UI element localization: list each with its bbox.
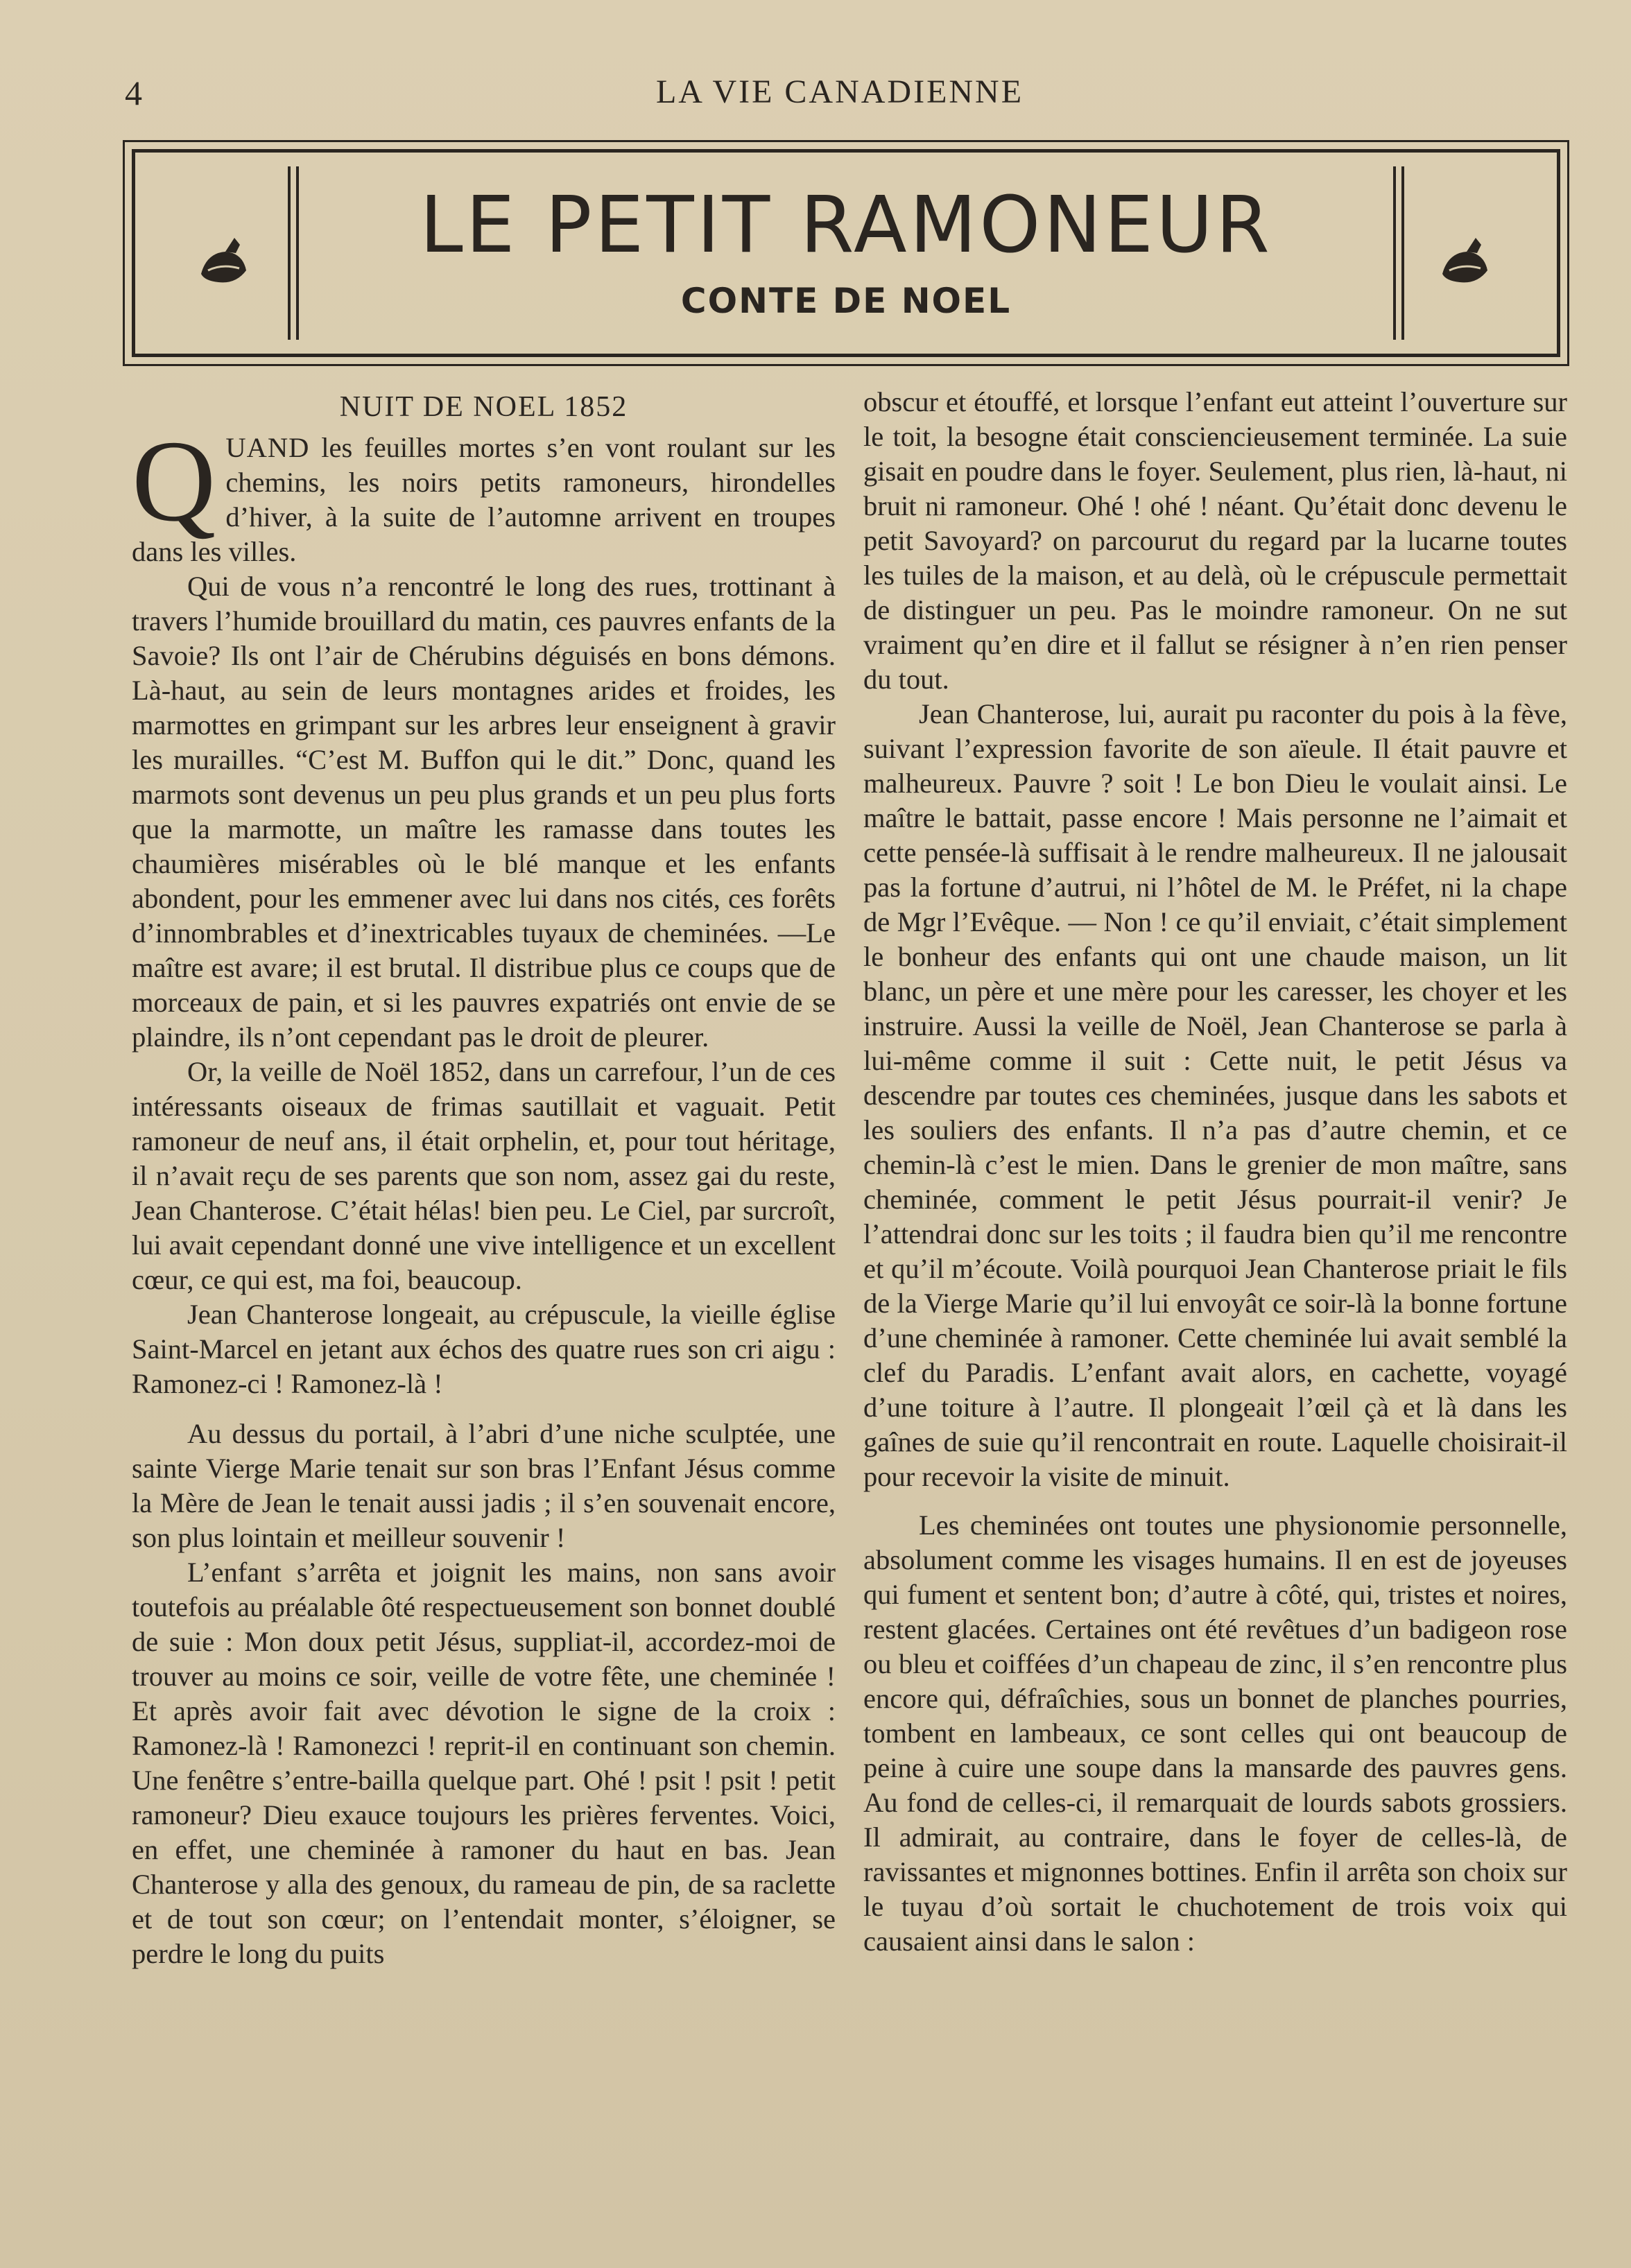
- running-header: [125, 73, 1555, 114]
- paragraph: obscur et étouffé, et lorsque l’enfant eut atteint l’ouverture sur le toit, la besogne était consciencieusement terminée. La suie gisait en poudre dans le foyer. Seulement, plus rien, là-haut, ni bruit ni ramoneur. Ohé ! ohé ! néant. Qu’était donc devenu le petit Savoyard? on parcourut du regard par la lucarne toutes les tuiles de la maison, et au delà, où le crépuscule permettait de distinguer un peu. Pas le moindre ramoneur. On ne sut vraiment qu’en dire et il fallut se résigner à n’en rien penser du tout.: [863, 386, 1567, 695]
- journal-title: LA VIE CANADIENNE: [655, 73, 1024, 110]
- paragraph: Les cheminées ont toutes une physionomie personnelle, absolument comme les visages humains. Il en est de joyeuses qui fument et sentent bon; d’autre à côté, qui, tristes et noires, restent glacées. Certaines ont été revêtues d’un badigeon rose ou bleu et coiffées d’un chapeau de zinc, il s’en rencontre plus encore qui, défraîchies, sous un bonnet de planches pourries, tombent en lambeaux, ce sont celles qui ont beaucoup de peine à cuire une soupe dans la mansarde des pauvres gens. Au fond de celles-ci, il remarquait de lourds sabots grossiers. Il admirait, au contraire, dans le foyer de celles-là, de ravissantes et mignonnes bottines. Enfin il arrêta son choix sur le tuyau d’où sortait le chuchotement de trois voix qui causaient ainsi dans le salon :: [863, 1509, 1567, 1957]
- paragraph: Jean Chanterose, lui, aurait pu raconter du pois à la fève, suivant l’expression favorite de son aïeule. Il était pauvre et malheureux. Pauvre ? soit ! Le bon Dieu le voulait ainsi. Le maître le battait, passe encore ! Mais personne ne l’aimait et cette pensée-là suffisait à le rendre malheureux. Il ne jalousait pas la fortune d’autrui, ni l’hôtel de M. le Préfet, ni la chape de Mgr l’Evêque. — Non ! ce qu’il enviait, c’était simplement le bonheur des enfants qui ont une chaude maison, un lit blanc, un père et une mère pour les caresser, les choyer et les instruire. Aussi la veille de Noël, Jean Chanterose se parla à lui-même comme il suit : Cette nuit, le petit Jésus va descendre par toutes ces cheminées, jusque dans les sabots et les souliers des enfants. Il n’a pas d’autre chemin, et ce chemin-là c’est le mien. Dans le grenier de mon maître, sans cheminée, comment le petit Jésus pourrait-il venir? Je l’attendrai donc sur les toits ; il faudra bien qu’il me rencontre et qu’il m’écoute. Voilà pourquoi Jean Chanterose priait le fils de la Vierge Marie qu’il lui envoyât ce soir-là la bonne fortune d’une cheminée à ramoner. Cette cheminée lui avait semblé la clef du Paradis. L’enfant avait alors, en cachette, voyagé d’une toiture à l’autre. Il plongeait l’œil çà et là dans les gaînes de suie qu’il rencontrait en route. Laquelle choisirait-il pour recevoir la visite de minuit.: [863, 698, 1567, 1492]
- paragraph: [132, 417, 836, 569]
- lead-word: UAND: [225, 432, 310, 463]
- drop-cap: Q: [132, 417, 216, 546]
- article-title: LE PETIT RAMONEUR: [420, 180, 1272, 270]
- paragraph: Qui de vous n’a rencontré le long des rues, trottinant à travers l’humide brouillard du matin, ces pauvres enfants de la Savoie? Ils ont l’air de Chérubins déguisés en bons démons. Là-haut, au sein de leurs montagnes arides et froides, les marmottes en grimpant sur les arbres leur enseignent à gravir les murailles. “C’est M. Buffon qui le dit.” Donc, quand les marmots sont devenus un peu plus grands et un peu plus forts que la marmotte, un maître les ramasse dans toutes les chaumières misérables où le blé manque et les enfants abondent, pour les emmener avec lui dans nos cités, ces forêts d’innombrables et d’inextricables tuyaux de cheminées. —Le maître est avare; il est brutal. Il distribue plus ce coups que de morceaux de pain, et si les pauvres expatriés ont envie de se plaindre, ils n’ont cependant pas le droit de pleurer.: [132, 571, 836, 1053]
- frame-divider-left: [288, 166, 299, 340]
- paragraph: Au dessus du portail, à l’abri d’une niche sculptée, une sainte Vierge Marie tenait sur son bras l’Enfant Jésus comme la Mère de Jean le tenait aussi jadis ; il s’en souvenait encore, son plus lointain et meilleur souvenir !: [132, 1418, 836, 1553]
- left-column: [132, 385, 836, 1971]
- paragraph-text: les feuilles mortes s’en vont roulant sur les chemins, les noirs petits ramoneurs, hirondelles d’hiver, à la suite de l’automne arrivent en troupes dans les villes.: [132, 432, 836, 567]
- article-subtitle: CONTE DE NOEL: [680, 281, 1012, 321]
- chestnut-ornament-icon: [194, 232, 257, 288]
- section-heading: NUIT DE NOEL 1852: [339, 391, 628, 423]
- title-frame: [132, 149, 1560, 357]
- frame-divider-right: [1393, 166, 1404, 340]
- page-number: 4: [125, 73, 142, 112]
- chestnut-ornament-icon: [1435, 232, 1498, 288]
- paragraph: Jean Chanterose longeait, au crépuscule, la vieille église Saint-Marcel en jetant aux échos des quatre rues son cri aigu : Ramonez-ci ! Ramonez-là !: [132, 1299, 836, 1399]
- paragraph: Or, la veille de Noël 1852, dans un carrefour, l’un de ces intéressants oiseaux de frimas sautillait et vaguait. Petit ramoneur de neuf ans, il était orphelin, et, pour tout héritage, il n’avait reçu de ses parents que son nom, assez gai du reste, Jean Chanterose. C’était hélas! bien peu. Le Ciel, par surcroît, lui avait cependant donné une vive intelligence et un excellent cœur, ce qui est, ma foi, beaucoup.: [132, 1056, 836, 1295]
- paragraph: L’enfant s’arrêta et joignit les mains, non sans avoir toutefois au préalable ôté respectueusement son bonnet doublé de suie : Mon doux petit Jésus, suppliat-il, accordez-moi de trouver au moins ce soir, veille de votre fête, une cheminée ! Et après avoir fait avec dévotion le signe de la croix : Ramonez-là ! Ramonezci ! reprit-il en continuant son chemin. Une fenêtre s’entre-bailla quelque part. Ohé ! psit ! psit ! petit ramoneur? Dieu exauce toujours les prières ferventes. Voici, en effet, une cheminée à ramoner du haut en bas. Jean Chanterose y alla des genoux, du rameau de pin, de sa raclette et de tout son cœur; on l’entendait monter, s’éloigner, se perdre le long du puits: [132, 1557, 836, 1969]
- right-column: [863, 385, 1567, 1959]
